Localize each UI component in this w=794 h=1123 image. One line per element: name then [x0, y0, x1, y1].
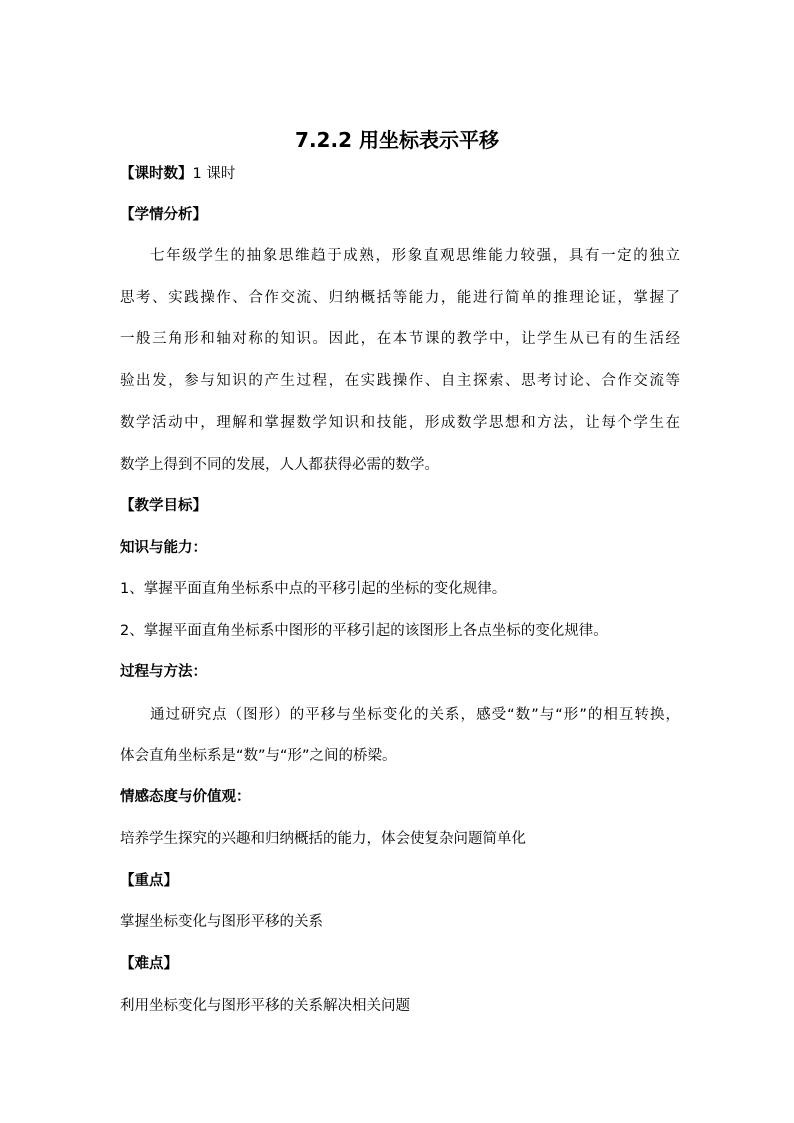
emotion-text: 培养学生探究的兴趣和归纳概括的能力，体会使复杂问题简单化: [120, 831, 526, 847]
difficulty-text: 利用坐标变化与图形平移的关系解决相关问题: [120, 998, 410, 1014]
learning-analysis-line-5: 数学活动中，理解和掌握数学知识和技能，形成数学思想和方法，让每个学生在: [120, 415, 680, 431]
knowledge-heading: 知识与能力：: [120, 540, 207, 556]
difficulty-heading: 【难点】: [120, 956, 178, 972]
knowledge-item-1: 1、掌握平面直角坐标系中点的平移引起的坐标的变化规律。: [120, 581, 507, 597]
knowledge-item-2: 2、掌握平面直角坐标系中图形的平移引起的该图形上各点坐标的变化规律。: [120, 623, 608, 639]
teaching-goals-heading: 【教学目标】: [120, 498, 207, 514]
process-line-2: 体会直角坐标系是“数”与“形”之间的桥梁。: [120, 748, 397, 764]
learning-analysis-line-2: 思考、实践操作、合作交流、归纳概括等能力，能进行简单的推理论证，掌握了: [120, 290, 680, 306]
process-line-1: 通过研究点（图形）的平移与坐标变化的关系，感受“数”与“形”的相互转换，: [150, 707, 680, 723]
emotion-heading: 情感态度与价值观：: [120, 789, 251, 805]
learning-analysis-line-4: 验出发，参与知识的产生过程，在实践操作、自主探索、思考讨论、合作交流等: [120, 373, 680, 389]
class-hours-label: 【课时数】: [120, 166, 193, 182]
key-point-heading: 【重点】: [120, 873, 178, 889]
class-hours-value: 1 课时: [192, 166, 236, 182]
learning-analysis-heading: 【学情分析】: [120, 207, 207, 223]
learning-analysis-line-3: 一般三角形和轴对称的知识。因此，在本节课的教学中，让学生从已有的生活经: [120, 331, 680, 347]
process-heading: 过程与方法：: [120, 664, 207, 680]
document-title: 7.2.2 用坐标表示平移: [295, 128, 499, 152]
class-hours-row: [120, 164, 680, 184]
learning-analysis-line-1: 七年级学生的抽象思维趋于成熟，形象直观思维能力较强，具有一定的独立: [150, 248, 680, 264]
key-point-text: 掌握坐标变化与图形平移的关系: [120, 914, 323, 930]
learning-analysis-line-6: 数学上得到不同的发展，人人都获得必需的数学。: [120, 457, 439, 473]
